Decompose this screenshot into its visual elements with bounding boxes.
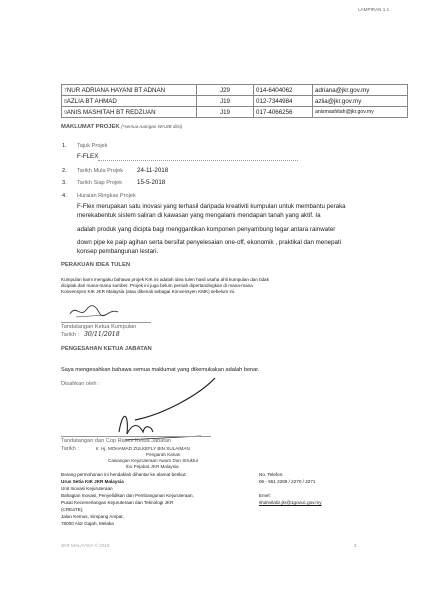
member-email-cell: adriana@jkr.gov.my: [313, 85, 408, 96]
phone-label: No. Telefon:: [259, 472, 284, 477]
head-sign-line: [61, 436, 211, 437]
member-number: 7: [64, 87, 67, 94]
pengesahan-heading: PENGESAHAN KETUA JABATAN: [61, 346, 152, 352]
member-grade-cell: J19: [197, 96, 254, 107]
member-name-cell: [62, 96, 197, 107]
summary-line-3: adalah produk yang dicipta bagi menggantikan komponen penyambung tegar antara rainwater: [77, 226, 336, 233]
address-line-2: Unit Inovasi Kejuruteraan: [61, 486, 113, 491]
table-row: [62, 107, 408, 118]
address-line-1: Urus Setia KIK JKR Malaysia: [61, 479, 124, 484]
pengakuan-text-1: Kumpulan kami mengaku bahawa projek KIK ini adalah idea tulen hasil usaha ahli kumpulan dan tidak: [61, 277, 269, 282]
team-members-table: [61, 84, 408, 118]
project-item-2-number: 2.: [62, 168, 67, 174]
leader-signature: [66, 300, 126, 322]
stamp-office: Ibu Pejabat JKR Malaysia: [126, 464, 179, 469]
leader-date-value: 30/11/2018: [84, 331, 120, 338]
email-link[interactable]: shahvilaliz.jkr@1govuc.gov.my: [259, 500, 322, 505]
table-row: [62, 85, 408, 96]
member-name-cell: [62, 85, 197, 96]
project-heading: MAKLUMAT PROJEK (*semua ruangan WAJIB diisi): [61, 124, 183, 130]
table-row: [62, 96, 408, 107]
member-grade-cell: J29: [197, 85, 254, 96]
project-summary-label: Huraian Ringkas Projek: [77, 193, 136, 199]
member-grade-cell: J19: [197, 107, 254, 118]
address-line-3: Bahagian Inovasi, Penyelidikan dan Pembangunan Kejuruteraan,: [61, 493, 194, 498]
summary-line-4: down pipe ke paip agihan serta bersifat penyelesaian one-off, ekonomik , praktikal dan menepati: [77, 239, 342, 246]
title-underline: [98, 160, 298, 161]
stamp-department: Cawangan Kejuruteraan Awam Dan Struktur: [108, 458, 199, 463]
address-line-5: (CREaTE),: [61, 507, 84, 512]
member-phone-cell: 017-4066256: [254, 107, 313, 118]
project-end-label: Tarikh Siap Projek: [77, 180, 123, 186]
leader-date-label: Tarikh :: [61, 332, 80, 338]
address-line-6: Jalan Kemus, Simpang Ampat,: [61, 514, 124, 519]
address-line-4: Pusat Kecemerlangan Kejuruteraan dan Teknologi JKR: [61, 500, 174, 505]
leader-sign-label: Tandatangan Ketua Kumpulan: [61, 324, 137, 330]
member-email-cell: azlia@jkr.gov.my: [313, 96, 408, 107]
member-name-cell: [62, 107, 197, 118]
project-item-3-number: 3.: [62, 180, 67, 186]
stamp-name: Ir. Hj. MOHAMAD ZULKEFLY BIN SULAIMAN: [96, 446, 190, 451]
corner-label: LAMPIRAN 1.1: [358, 7, 390, 12]
address-line-7: 78000 Alor Gajah, Melaka: [61, 521, 114, 526]
head-sign-label: Tandatangan dan Cop Rasmi Ketua Jabatan: [61, 438, 172, 444]
page-number: 2: [354, 543, 357, 548]
member-phone-cell: 012-7344984: [254, 96, 313, 107]
project-title-label: Tajuk Projek: [77, 143, 108, 149]
member-name: AZLIA BT AHMAD: [66, 97, 117, 105]
disahkan-label: Disahkan oleh :: [61, 381, 100, 387]
project-heading-note: (*semua ruangan WAJIB diisi): [121, 124, 183, 129]
stamp-title: Pengarah Kanan: [146, 452, 181, 457]
head-date-label: Tarikh :: [61, 446, 80, 452]
pengakuan-text-2: diciplak dari mana-mana sumber. Projek ini juga belum pernah dipertandingkan di mana-mana: [61, 283, 253, 288]
project-start-value: 24-11-2018: [137, 167, 169, 174]
member-phone-cell: 014-6404062: [254, 85, 313, 96]
member-email-cell: anismashitah@jkr.gov.my: [313, 107, 408, 118]
project-item-4-number: 4.: [62, 193, 67, 199]
project-title-value: F-FLEX: [77, 153, 99, 160]
address-intro: Borang permohonan ini hendaklah dihantar ke alamat berikut:: [61, 472, 187, 477]
project-start-label: Tarikh Mula Projek: [77, 168, 124, 174]
summary-line-2: merekabentuk sistem saliran di kawasan yang mengalami mendapan tanah yang aktif. Ia: [77, 212, 321, 219]
member-number: 8: [64, 98, 67, 105]
member-name: NUR ADRIANA HAYANI BT ADNAN: [66, 86, 166, 94]
summary-line-5: konsep pembangunan lestari.: [77, 248, 159, 255]
pengesahan-text: Saya mengesahkan bahawa semua maklumat yang dikemukakan adalah benar.: [61, 367, 260, 373]
member-number: 9: [64, 109, 67, 116]
summary-line-1: F-Flex merupakan satu inovasi yang terhasil daripada kreativiti kumpulan untuk membantu peraka: [77, 203, 346, 210]
project-item-1-number: 1.: [62, 143, 67, 149]
email-label: Emel:: [259, 493, 271, 498]
leader-sign-line: [61, 322, 151, 323]
footer-left: JKR MALAYSIA © 2018: [61, 543, 110, 548]
phone-value: 06 - 551 2269 / 2270 / 2271: [259, 479, 316, 484]
pengakuan-heading: PERAKUAN IDEA TULEN: [61, 262, 131, 268]
member-name: ANIS MASHITAH BT REDZUAN: [66, 108, 156, 116]
project-end-value: 15-5-2018: [137, 179, 166, 186]
pengakuan-text-3: Konvensyen KIK JKR Malaysia (atau dikenali sebagai Konvensyen KMK) sebelum ini.: [61, 289, 236, 294]
